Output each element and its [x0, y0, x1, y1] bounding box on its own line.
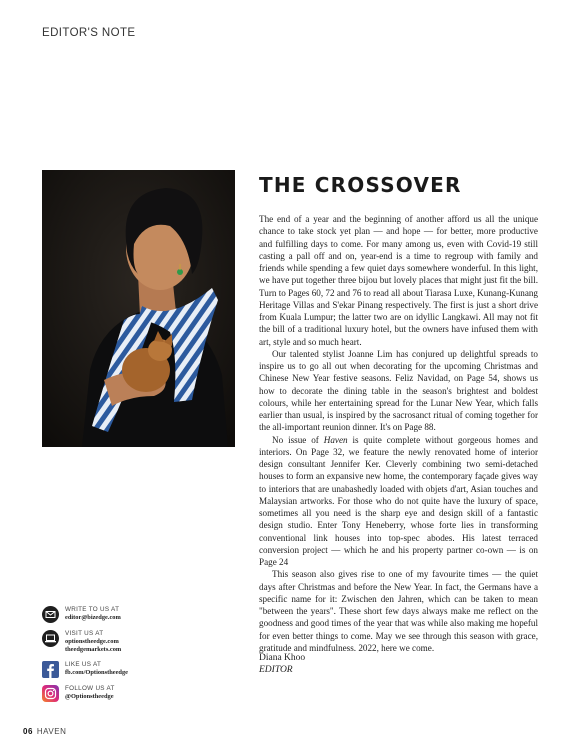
editor-portrait	[42, 170, 235, 447]
author-name: Diana Khoo	[259, 653, 306, 663]
page-number: 06	[23, 727, 33, 736]
article-title: THE CROSSOVER	[259, 173, 462, 197]
magazine-name: HAVEN	[36, 727, 67, 736]
instagram-icon	[42, 685, 59, 702]
paragraph: Our talented stylist Joanne Lim has conjured up delightful spreads to inspire us to go all out when decorating for the upcoming Christmas and Chinese New Year festive seasons. Feliz Navidad, on Page 54, shows us how to decorate the dining table in the season's brightest and boldest colours, while her entertaining spread for the Lunar New Year, which falls earlier than usual, is inspired by the sacrosanct ritual of coming together for the all-important reunion dinner. It's on Page 88.	[259, 348, 538, 433]
email-icon	[42, 606, 59, 623]
contact-instagram[interactable]	[42, 685, 242, 715]
facebook-icon	[42, 661, 59, 678]
contact-label: WRITE TO US AT	[65, 606, 120, 613]
contact-value[interactable]: editor@bizedge.com	[65, 614, 121, 621]
page-footer	[23, 727, 66, 736]
section-label: EDITOR'S NOTE	[42, 27, 136, 39]
article-body	[259, 213, 538, 654]
contact-value[interactable]: optionstheedge.com theedgemarkets.com	[65, 638, 122, 653]
contact-label: LIKE US AT	[65, 661, 102, 668]
author-role: EDITOR	[259, 665, 293, 675]
contact-value[interactable]: fb.com/Optionstheedge	[65, 669, 129, 676]
signature	[259, 652, 305, 676]
paragraph: The end of a year and the beginning of another afford us all the unique chance to take stock yet plan — and hope — for better, more productive and fulfilling days to come. For many among us, even with Covid-19 still casting a pall off and on, year-end is a time to regroup with family and friends while spending a few quiet days somewhere wonderful. In this light, we have put together three bijou but lovely places that might just fit the bill. Turn to Pages 60, 72 and 76 to read all about Tiarasa Luxe, Kunang-Kunang Heritage Villas and S'ekar Pinang respectively. The first is just a short drive from Kuala Lumpur; the latter two are on idyllic Langkawi. All may not fit the bill of a traditional luxury hotel, but the owners have infused them with art, style and so much heart.	[259, 214, 538, 347]
paragraph: No issue of Haven is quite complete without gorgeous homes and interiors. On Page 32, we feature the newly renovated home of interior design consultant Jennifer Ker. Cleverly combining two semi-detached houses to form an expansive new home, the contemporary façade gives way to interiors that are unabashedly loaded with objets d'art, Asian touches and Malaysian artworks. For those who do not quite have the luxury of space, sometimes all you need is the sharp eye and design skill of a fantastic design studio. Enter Tony Heneberry, whose forte lies in transforming conventional link houses into top-spec abodes. His latest terraced conversion project — which he and his property partner co-own — is on Page 24	[259, 434, 538, 567]
paragraph: This season also gives rise to one of my favourite times — the quiet days after Christmas and before the New Year. In fact, the Germans have a specific name for it: Zwischen den Jahren, which can be taken to mean "between the years". These short few days always make me reflect on the goodness and good times of the year that was while also making me hopeful for even better things to come. May we see through this season with grace, gratitude and mindfulness. 2022, here we come.	[259, 569, 538, 653]
contact-value[interactable]: @Optionstheedge	[65, 693, 114, 700]
contact-label: VISIT US AT	[65, 630, 104, 637]
magazine-title-italic: Haven	[323, 434, 348, 445]
contact-label: FOLLOW US AT	[65, 685, 115, 692]
contact-website[interactable]	[42, 630, 242, 660]
laptop-icon	[42, 630, 59, 647]
